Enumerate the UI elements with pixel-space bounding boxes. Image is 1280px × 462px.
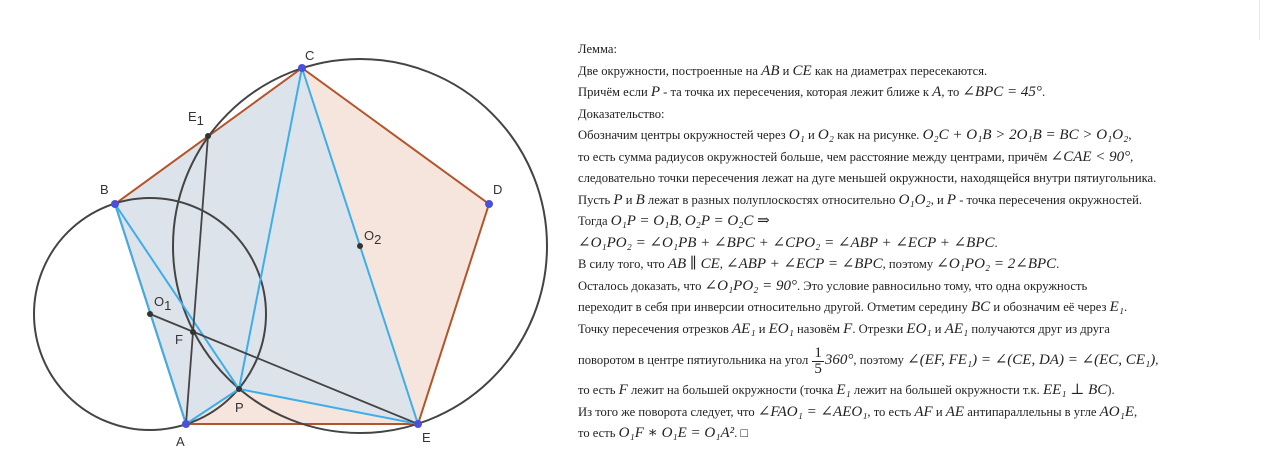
text-line-10: ∠O₁PO₂ = ∠O₁PB + ∠BPC + ∠CPO₂ = ∠ABP + ∠ECP + ∠BPC. xyxy=(578,234,998,251)
label-d: D xyxy=(493,182,503,197)
label-a: A xyxy=(176,434,185,449)
lemma-heading: Лемма: xyxy=(578,42,617,56)
text-line-18: то есть O₁F ∗ O₁E = O₁A². □ xyxy=(578,425,749,441)
label-e1: E1 xyxy=(188,109,204,128)
text-line-11: В силу того, что AB ∥ CE, ∠ABP + ∠ECP = ∠BPC, поэтому ∠O₁PO₂ = 2∠BPC. xyxy=(578,256,1060,272)
text-line-8: Пусть P и B лежат в разных полуплоскостях относительно O₁O₂, и P - точка пересечения окружностей. xyxy=(578,191,1143,208)
text-line-15: поворотом в центре пятиугольника на угол $\frac{1}{5}$ 360°, поэтому ∠(EF, FE₁) = ∠(CE, DA) = ∠(EC, CE₁), xyxy=(578,344,1159,377)
text-line-17: Из того же поворота следует, что ∠FAO₁ = ∠AEO₁, то есть AF и AE антипараллельны в угле AO₁E, xyxy=(578,403,1138,420)
text-line-2: Две окружности, построенные на AB и CE как на диаметрах пересекаются. xyxy=(578,62,988,79)
text-line-3: Причём если P - та точка их пересечения, которая лежит ближе к A, то ∠BPC = 45°. xyxy=(578,84,1046,100)
text-line-7: следовательно точки пересечения лежат на дуге меньшей окружности, находящейся внутри пятиугольника. xyxy=(578,171,1157,185)
label-p: P xyxy=(235,400,244,415)
text-line-6: то есть сумма радиусов окружностей больше, чем расстояние между центрами, причём ∠CAE < 90°, xyxy=(578,148,1134,165)
text-line-13: переходит в себя при инверсии относительно другой. Отметим середину BC и обозначим её через E₁. xyxy=(578,299,1128,315)
text-line-14: Точку пересечения отрезков AE₁ и EO₁ назовём F. Отрезки EO₁ и AE₁ получаются друг из друга xyxy=(578,320,1110,337)
label-o1: O1 xyxy=(154,294,172,313)
fraction-one-fifth: $\frac{1}{5}$ xyxy=(814,344,822,377)
geometry-figure xyxy=(0,0,570,462)
label-f: F xyxy=(175,332,183,347)
window-edge xyxy=(1259,0,1280,40)
text-line-16: то есть F лежит на большей окружности (точка E₁ лежит на большей окружности т.к. EE₁ ⊥ BC). xyxy=(578,382,1115,398)
text-line-9: Тогда O₁P = O₁B, O₂P = O₂C ⇒ xyxy=(578,213,770,229)
label-e: E xyxy=(422,430,431,445)
text-line-5: Обозначим центры окружностей через O₁ и O₂ как на рисунке. O₂C + O₁B > 2O₁B = BC > O₁O₂, xyxy=(578,127,1132,143)
text-line-12: Осталось доказать, что ∠O₁PO₂ = 90°. Это условие равносильно тому, что одна окружность xyxy=(578,277,1088,294)
label-c: C xyxy=(305,48,315,63)
label-b: B xyxy=(100,182,109,197)
proof-text xyxy=(578,39,1278,445)
proof-heading: Доказательство: xyxy=(578,106,665,121)
label-o2: O2 xyxy=(364,228,382,247)
